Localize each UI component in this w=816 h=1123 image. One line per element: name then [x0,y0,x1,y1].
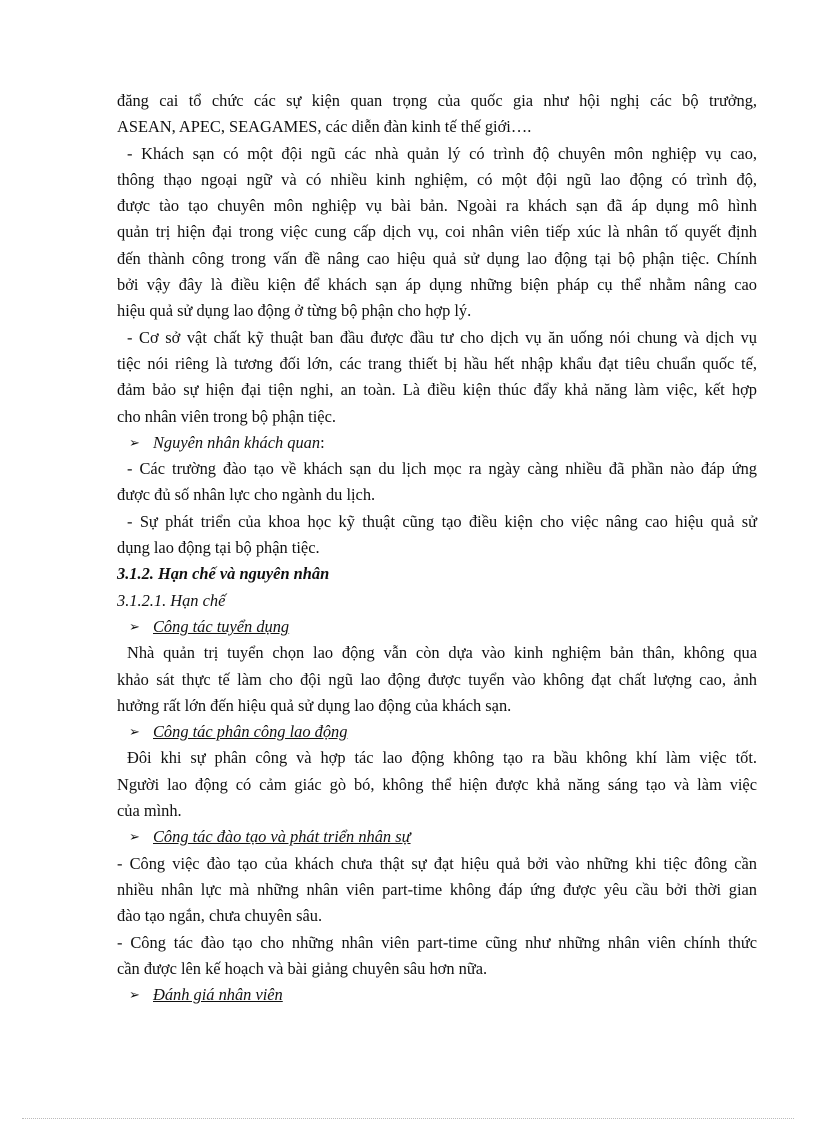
document-page [117,88,757,1008]
arrow-bullet-icon: ➢ [129,829,140,845]
paragraph-line: tiệc nói riêng là tương đối lớn, các trang thiết bị hầu hết nhập khẩu đạt tiêu chuẩn quốc tế, [117,353,757,373]
paragraph-line: của mình. [117,801,182,821]
paragraph-line: đảm bảo sự hiện đại tiện nghi, an toàn. Là điều kiện thúc đẩy khả năng làm việc, kết hợp [117,380,757,400]
bullet-heading [117,430,757,456]
bullet-heading [117,614,757,640]
paragraph-line: khảo sát thực tế làm cho đội ngũ lao động được tuyển vào không đạt chất lượng cao, ảnh [117,669,757,689]
subsection-heading: 3.1.2.1. Hạn chế [117,590,226,610]
paragraph-line: - Các trường đào tạo về khách sạn du lịch mọc ra ngày càng nhiều đã phần nào đáp ứng [127,459,757,479]
paragraph-line: Đôi khi sự phân công và hợp tác lao động không tạo ra bầu không khí làm việc tốt. [127,748,757,768]
bullet-heading-label: Nguyên nhân khách quan [153,432,321,452]
paragraph-line: đăng cai tổ chức các sự kiện quan trọng của quốc gia như hội nghị các bộ trưởng, [117,91,757,110]
page-footer-divider [22,1118,794,1119]
paragraph-line: Người lao động có cảm giác gò bó, không thể hiện được khả năng sáng tạo và làm việc [117,774,757,794]
paragraph-line: cần được lên kế hoạch và bài giảng chuyên sâu hơn nữa. [117,958,488,978]
colon-text: : [320,432,325,452]
paragraph-line: - Cơ sở vật chất kỹ thuật ban đầu được đầu tư cho dịch vụ ăn uống nói chung và dịch vụ [127,327,757,347]
paragraph-line: - Sự phát triển của khoa học kỹ thuật cũng tạo điều kiện cho việc nâng cao hiệu quả sử [127,511,757,531]
paragraph-line: đến thành công trong vấn đề nâng cao hiệu quả sử dụng lao động tại bộ phận tiệc. Chính [117,248,757,268]
paragraph-line: Nhà quản trị tuyển chọn lao động vẫn còn dựa vào kinh nghiệm bản thân, không qua [127,643,757,663]
paragraph-line: quản trị hiện đại trong việc cung cấp dịch vụ, coi nhân viên tiếp xúc là nhân tố quyết định [117,222,757,242]
bullet-heading-label: Công tác phân công lao động [153,722,348,742]
paragraph-line: hiệu quả sử dụng lao động ở từng bộ phận cho hợp lý. [117,301,472,321]
paragraph-line: - Công việc đào tạo của khách chưa thật sự đạt hiệu quả bởi vào những khi tiệc đông cần [117,853,757,873]
arrow-bullet-icon: ➢ [129,987,140,1003]
section-heading: 3.1.2. Hạn chế và nguyên nhân [117,564,330,584]
bullet-heading [117,824,757,850]
paragraph-line: đào tạo ngắn, chưa chuyên sâu. [117,906,323,926]
paragraph-line: - Công tác đào tạo cho những nhân viên part-time cũng như những nhân viên chính thức [117,932,757,952]
paragraph-line: - Khách sạn có một đội ngũ các nhà quản lý có trình độ chuyên môn nghiệp vụ cao, [127,143,757,163]
paragraph-line: dụng lao động tại bộ phận tiệc. [117,538,320,558]
paragraph-line: hưởng rất lớn đến hiệu quả sử dụng lao động của khách sạn. [117,695,512,715]
bullet-heading-label: Đánh giá nhân viên [153,985,283,1005]
arrow-bullet-icon: ➢ [129,434,140,450]
paragraph-line: bởi vậy đây là điều kiện để khách sạn áp dụng những biện pháp cụ thể nhằm nâng cao [117,275,757,295]
paragraph-line: cho nhân viên trong bộ phận tiệc. [117,406,336,426]
paragraph-line: được đủ số nhân lực cho ngành du lịch. [117,485,376,505]
bullet-heading-label: Công tác tuyển dụng [153,616,290,636]
arrow-bullet-icon: ➢ [129,724,140,740]
paragraph-line: nhiều nhân lực mà những nhân viên part-time không đáp ứng được yêu cầu bởi thời gian [117,879,757,899]
bullet-heading-label: Công tác đào tạo và phát triển nhân sự [153,827,411,847]
bullet-heading [117,982,757,1008]
paragraph-line: thông thạo ngoại ngữ và có nhiều kinh nghiệm, có một đội ngũ lao động có trình độ, [117,169,757,189]
paragraph-line: được tào tạo chuyên môn nghiệp vụ bài bản. Ngoài ra khách sạn đã áp dụng mô hình [117,196,757,216]
paragraph-line: ASEAN, APEC, SEAGAMES, các diễn đàn kinh tế thế giới…. [117,117,532,137]
bullet-heading [117,719,757,745]
arrow-bullet-icon: ➢ [129,618,140,634]
